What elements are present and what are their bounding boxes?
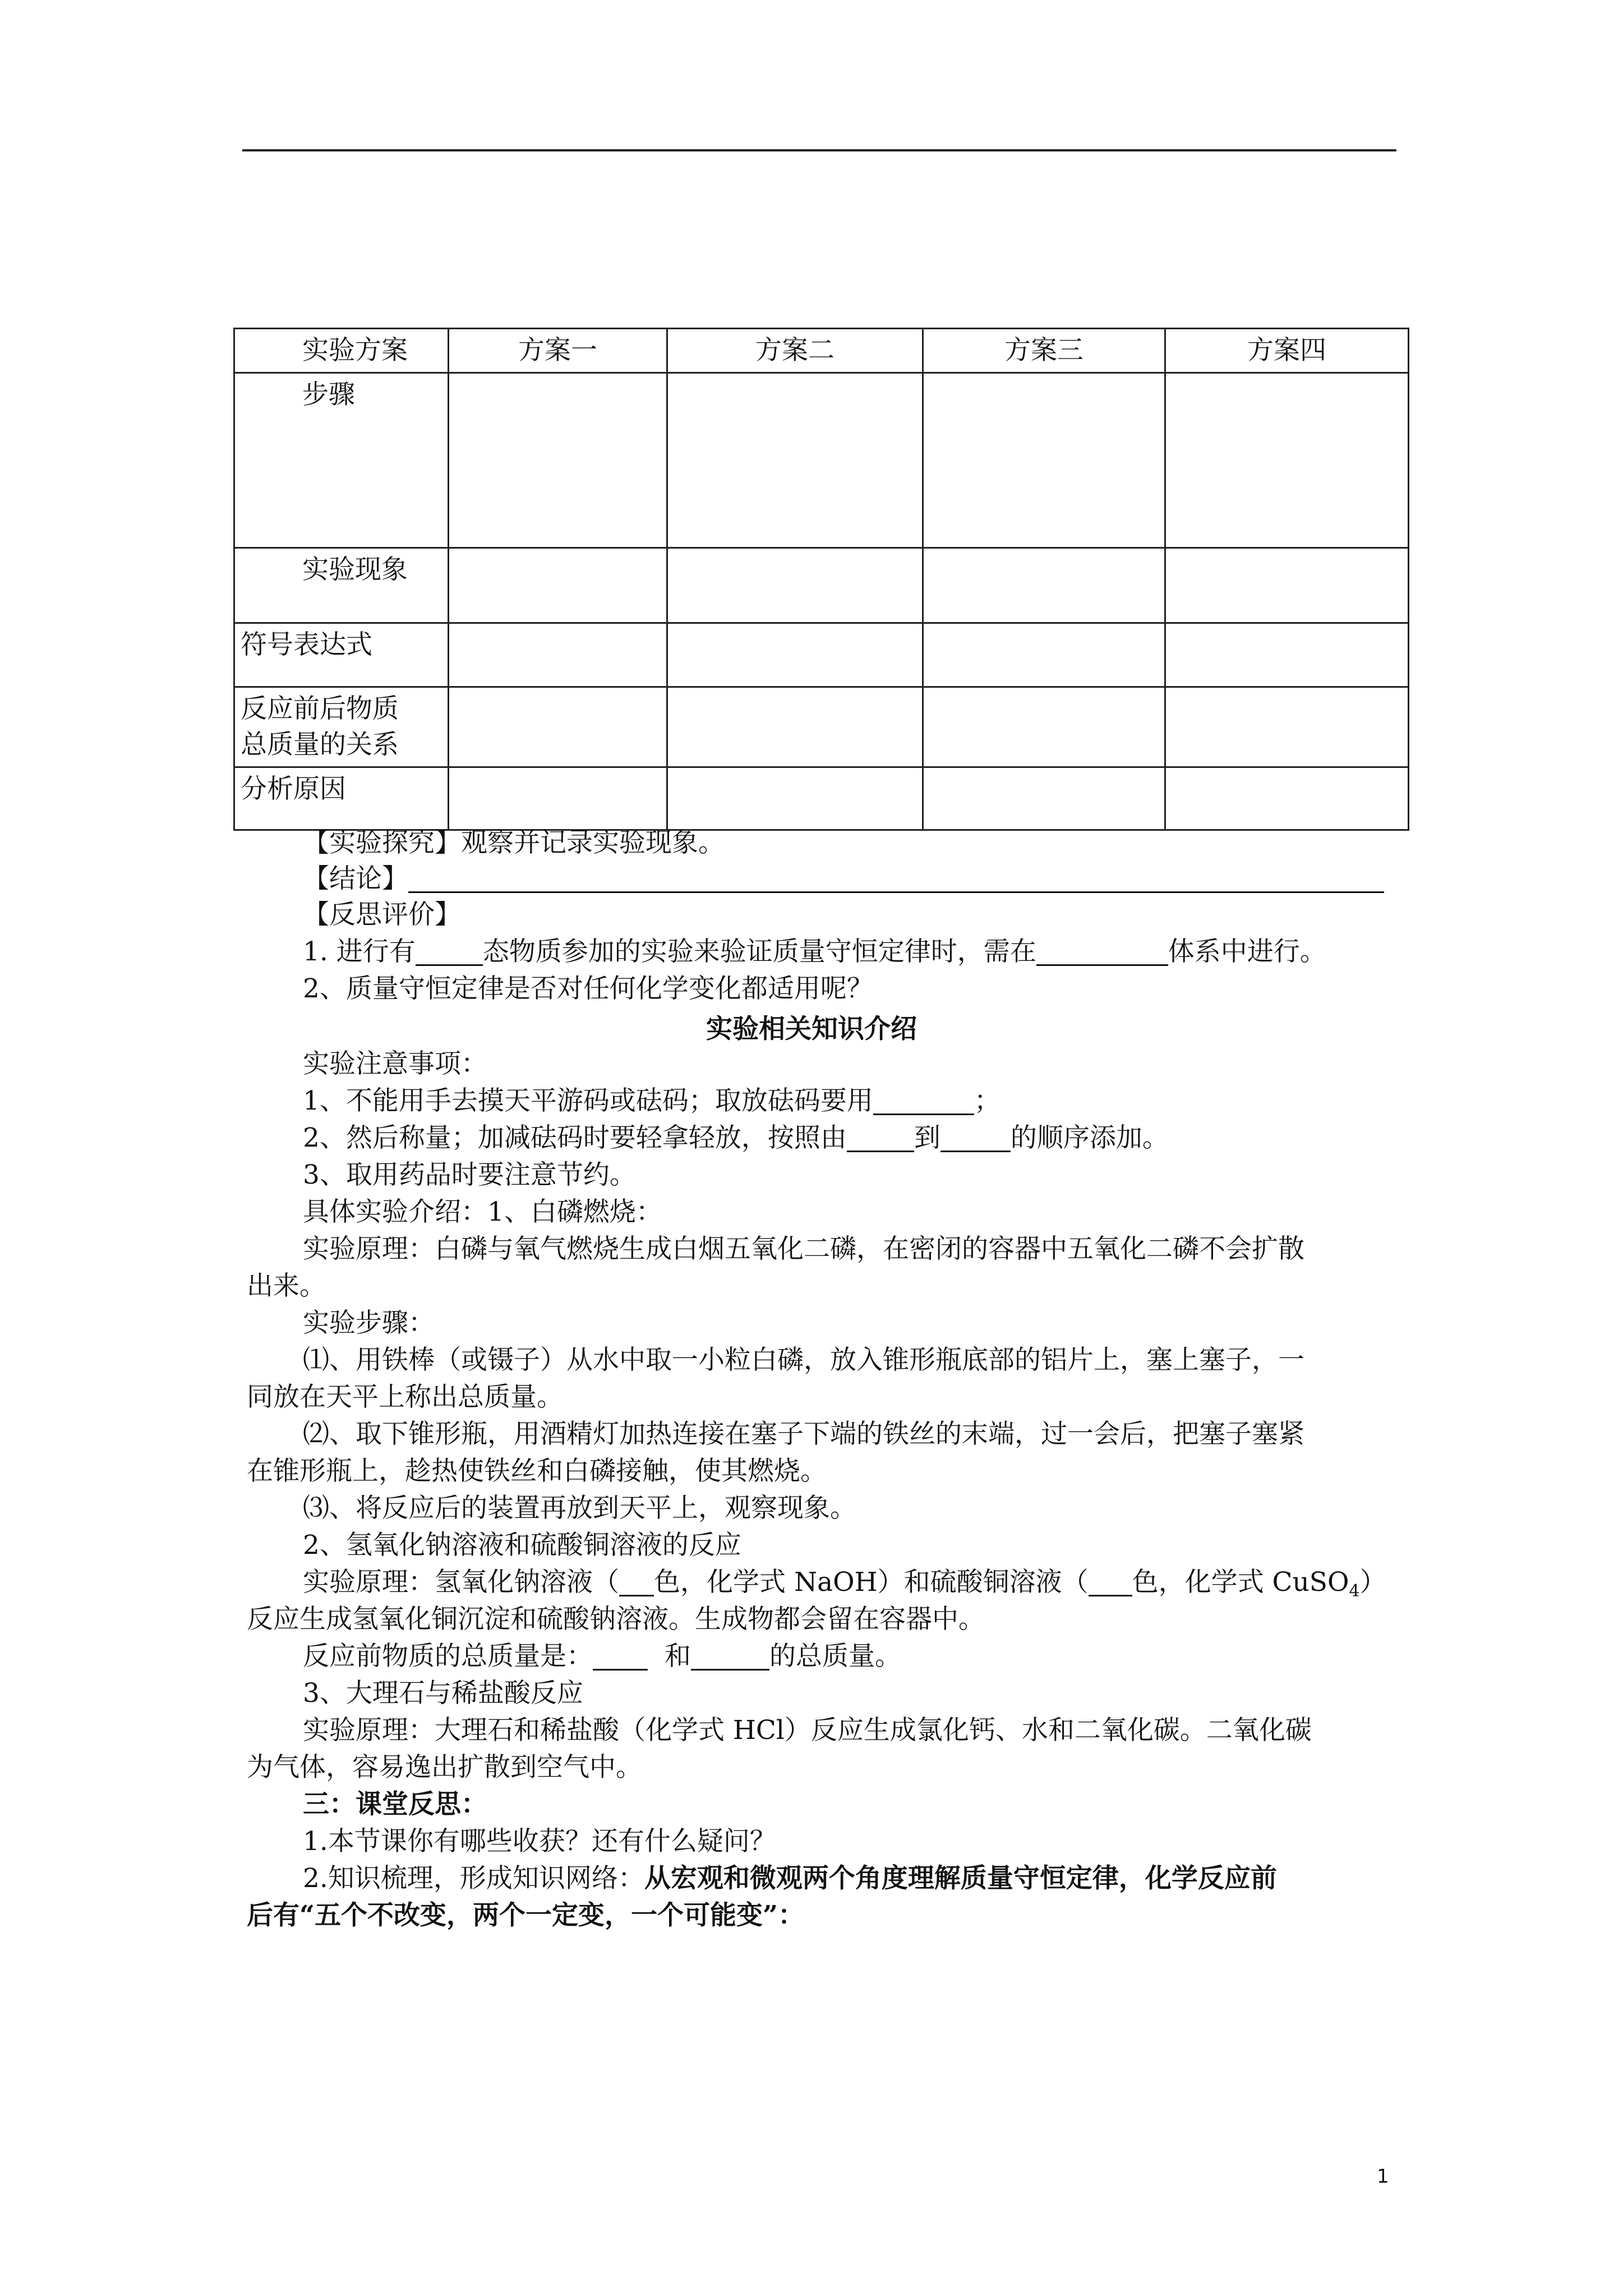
exp3-principle-line1: 实验原理：大理石和稀盐酸（化学式 HCl）反应生成氯化钙、水和二氧化碳。二氧化碳: [303, 1715, 1312, 1746]
table-cell: [667, 373, 923, 548]
class-reflect-title: 三：课堂反思：: [303, 1789, 487, 1820]
table-cell: [1165, 767, 1409, 830]
note-2: [303, 1120, 1169, 1157]
table-header-row: [234, 329, 1409, 373]
table-header-cell: 实验方案: [234, 329, 449, 373]
note2-text-c: 的顺序添加。: [1010, 1122, 1169, 1153]
table-header-cell: 方案三: [923, 329, 1165, 373]
table-cell: [1165, 623, 1409, 687]
p1-steps-title: 实验步骤：: [303, 1308, 435, 1338]
note1-blank: [873, 1085, 974, 1115]
exp2-blank-cuso4-color: [1089, 1567, 1132, 1596]
exp2-text-b: 色，化学式 NaOH）和硫酸铜溶液（: [654, 1567, 1089, 1598]
exp2-text-d: ）: [1359, 1567, 1386, 1598]
conclusion-label: 【结论】: [303, 863, 408, 894]
table-cell: [1165, 548, 1409, 623]
p1-principle-line2: 出来。: [247, 1271, 326, 1301]
p1-principle-line1: 实验原理：白磷与氧气燃烧生成白烟五氧化二磷，在密闭的容器中五氧化二磷不会扩散: [303, 1234, 1304, 1264]
experiment-plan-table: [233, 328, 1409, 831]
table-cell: [449, 687, 667, 767]
note-1: [303, 1083, 1000, 1120]
table-cell: [449, 623, 667, 687]
exp2-mass-text-b: 和: [665, 1641, 691, 1672]
table-header-cell: 方案四: [1165, 329, 1409, 373]
step-3: ⑶、将反应后的装置再放到天平上，观察现象。: [303, 1493, 856, 1524]
experiment-explore: 【实验探究】观察并记录实验现象。: [303, 827, 725, 858]
step-1-line1: ⑴、用铁棒（或镊子）从水中取一小粒白磷，放入锥形瓶底部的铝片上，塞上塞子，一: [303, 1345, 1304, 1375]
exp2-text-c: 色，化学式 CuSO: [1132, 1567, 1349, 1598]
exp2-mass-text-a: 反应前物质的总质量是：: [303, 1641, 593, 1672]
exp2-mass-text-c: 的总质量。: [769, 1641, 901, 1672]
exp2-blank-naoh-color: [619, 1567, 654, 1596]
exp3-title: 3、大理石与稀盐酸反应: [303, 1678, 583, 1709]
table-cell: [923, 373, 1165, 548]
table-cell: [923, 548, 1165, 623]
table-cell: [667, 548, 923, 623]
table-cell: [667, 687, 923, 767]
table-cell: [449, 373, 667, 548]
class-reflect-2-line2: 后有“五个不改变，两个一定变，一个可能变”：: [247, 1900, 805, 1931]
exp2-mass-blank-1: [593, 1641, 648, 1671]
exp3-principle-line2: 为气体，容易逸出扩散到空气中。: [247, 1752, 642, 1783]
page-number: 1: [1377, 2165, 1389, 2188]
notes-title: 实验注意事项：: [303, 1048, 487, 1079]
class-reflect-2-line1: [303, 1860, 1277, 1897]
reflect-label: 【反思评价】: [303, 899, 461, 930]
exp2-text-a: 实验原理：氢氧化钠溶液（: [303, 1567, 619, 1598]
table-row: [234, 767, 1409, 830]
row-label-phenomena: 实验现象: [234, 548, 449, 623]
table-cell: [1165, 373, 1409, 548]
exp2-title: 2、氢氧化钠溶液和硫酸铜溶液的反应: [303, 1530, 741, 1561]
table-cell: [923, 687, 1165, 767]
table-cell: [923, 623, 1165, 687]
note-3: 3、取用药品时要注意节约。: [303, 1159, 636, 1190]
header-rule: [242, 149, 1396, 151]
note2-text-b: 到: [914, 1122, 940, 1153]
table-row: [234, 687, 1409, 767]
q1-blank-system: [1036, 936, 1168, 966]
row-label-expression: 符号表达式: [234, 623, 449, 687]
note1-text-b: ；: [974, 1085, 1000, 1116]
step-2-line1: ⑵、取下锥形瓶，用酒精灯加热连接在塞子下端的铁丝的末端，过一会后，把塞子塞紧: [303, 1419, 1304, 1450]
intro: 具体实验介绍：1、白磷燃烧：: [303, 1197, 662, 1227]
table-cell: [1165, 687, 1409, 767]
note1-text-a: 1、不能用手去摸天平游码或砝码；取放砝码要用: [303, 1085, 873, 1116]
table-row: [234, 623, 1409, 687]
table-cell: [923, 767, 1165, 830]
table-cell: [667, 767, 923, 830]
exp2-mass: [303, 1638, 901, 1675]
row-label-analysis: 分析原因: [234, 767, 449, 830]
table-header-cell: 方案二: [667, 329, 923, 373]
table-cell: [667, 623, 923, 687]
q1-text-b: 态物质参加的实验来验证质量守恒定律时，需在: [482, 936, 1036, 967]
exp2-principle-line2: 反应生成氢氧化铜沉淀和硫酸钠溶液。生成物都会留在容器中。: [247, 1604, 985, 1635]
question-1: [303, 933, 1326, 970]
q1-text-a: 1. 进行有: [303, 936, 416, 967]
exp2-subscript: 4: [1349, 1581, 1360, 1601]
table-cell: [449, 767, 667, 830]
step-1-line2: 同放在天平上称出总质量。: [247, 1382, 563, 1412]
conclusion-line: [303, 861, 1384, 898]
step-2-line2: 在锥形瓶上，趁热使铁丝和白磷接触，使其燃烧。: [247, 1456, 827, 1487]
row-label-steps: 步骤: [234, 373, 449, 548]
note2-blank-to: [940, 1122, 1011, 1152]
q1-blank-state: [416, 936, 483, 966]
cr2-text-b: 从宏观和微观两个角度理解质量守恒定律，化学反应前: [644, 1863, 1277, 1894]
conclusion-blank: [408, 863, 1384, 893]
table-header-cell: 方案一: [449, 329, 667, 373]
q1-text-c: 体系中进行。: [1168, 936, 1326, 967]
table-row: [234, 548, 1409, 623]
note2-text-a: 2、然后称量；加减砝码时要轻拿轻放，按照由: [303, 1122, 847, 1153]
row-label-mass-relation: 反应前后物质 总质量的关系: [234, 687, 449, 767]
class-reflect-1: 1.本节课你有哪些收获？还有什么疑问？: [303, 1826, 776, 1857]
table-row: [234, 373, 1409, 548]
cr2-text-a: 2.知识梳理，形成知识网络：: [303, 1863, 644, 1894]
section-title: 实验相关知识介绍: [706, 1014, 917, 1045]
exp2-mass-blank-2: [691, 1641, 769, 1671]
note2-blank-from: [847, 1122, 914, 1152]
table-cell: [449, 548, 667, 623]
question-2: 2、质量守恒定律是否对任何化学变化都适用呢？: [303, 973, 873, 1004]
